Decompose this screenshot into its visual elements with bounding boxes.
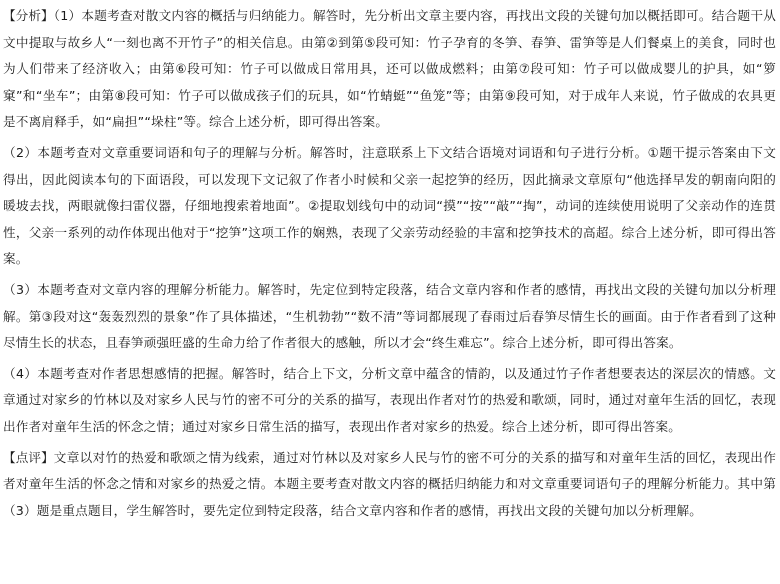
analysis-q3-text: （3）本题考查对文章内容的理解分析能力。解答时，先定位到特定段落，结合文章内容和作者的感情，再找出文段的关键句加以分析理解。第③段对这“轰轰烈烈的景象”作了具体描述，“生机勃勃”“数不清”等词都展现了春雨过后春笋尽情生长的画面。由于作者看到了这种尽情生长的状态，且春笋顽强旺盛的生命力给了作者很大的感触，所以才会“终生难忘”。综合上述分析，即可得出答案。 (3, 281, 776, 351)
analysis-tag: 【分析】 (3, 8, 54, 23)
analysis-q2-text: （2）本题考查对文章重要词语和句子的理解与分析。解答时，注意联系上下文结合语境对词语和句子进行分析。①题干提示答案由下文得出，因此阅读本句的下面语段，可以发现下文记叙了作者小时候和父亲一起挖笋的经历，因此摘录文章原句“他选择早发的朝南向阳的暖坡去找，两眼就像扫雷仪器，仔细地搜索着地面”。②提取划线句中的动词“摸”“按”“敲”“掏”，动词的连续使用说明了父亲动作的连贯性，父亲一系列的动作体现出他对于“挖笋”这项工作的娴熟，表现了父亲劳动经验的丰富和挖笋技术的高超。综合上述分析，即可得出答案。 (3, 144, 776, 267)
comment-paragraph (3, 445, 776, 525)
comment-tag: 【点评】 (3, 449, 54, 465)
analysis-paragraph-2 (3, 140, 776, 273)
analysis-paragraph-4 (3, 361, 776, 441)
analysis-paragraph-3 (3, 277, 776, 357)
analysis-q1-text: （1）本题考查对散文内容的概括与归纳能力。解答时，先分析出文章主要内容，再找出文段的关键句加以概括即可。结合题干从文中提取与故乡人“一刻也离不开竹子”的相关信息。由第②到第⑤段可知：竹子孕育的冬笋、春笋、雷笋等是人们餐桌上的美食，同时也为人们带来了经济收入；由第⑥段可知：竹子可以做成日常用具，还可以做成燃料；由第⑦段可知：竹子可以做成婴儿的护具，如“箩窠”和“坐车”；由第⑧段可知：竹子可以做成孩子们的玩具，如“竹蜻蜓”“鱼笼”等；由第⑨段可知，对于成年人来说，竹子做成的农具更是不离肩释手，如“扁担”“垛柱”等。综合上述分析，即可得出答案。 (3, 8, 777, 130)
analysis-q4-text: （4）本题考查对作者思想感情的把握。解答时，结合上下文，分析文章中蕴含的情韵，以及通过竹子作者想要表达的深层次的情感。文章通过对家乡的竹林以及对家乡人民与竹的密不可分的关系的描写，表现出作者对竹的热爱和歌颂，同时，通过对童年生活的回忆，表现出作者对童年生活的怀念之情；通过对家乡日常生活的描写，表现出作者对家乡的热爱。综合上述分析，即可得出答案。 (3, 365, 776, 434)
comment-text: 文章以对竹的热爱和歌颂之情为线索，通过对竹林以及对家乡人民与竹的密不可分的关系的描写和对童年生活的回忆，表现出作者对童年生活的怀念之情和对家乡的热爱之情。本题主要考查对散文内容的概括归纳能力和对文章重要词语句子的理解分析能力。其中第（3）题是重点题目，学生解答时，要先定位到特定段落，结合文章内容和作者的感情，再找出文段的关键句加以分析理解。 (3, 449, 777, 518)
analysis-paragraph-1 (3, 3, 776, 136)
